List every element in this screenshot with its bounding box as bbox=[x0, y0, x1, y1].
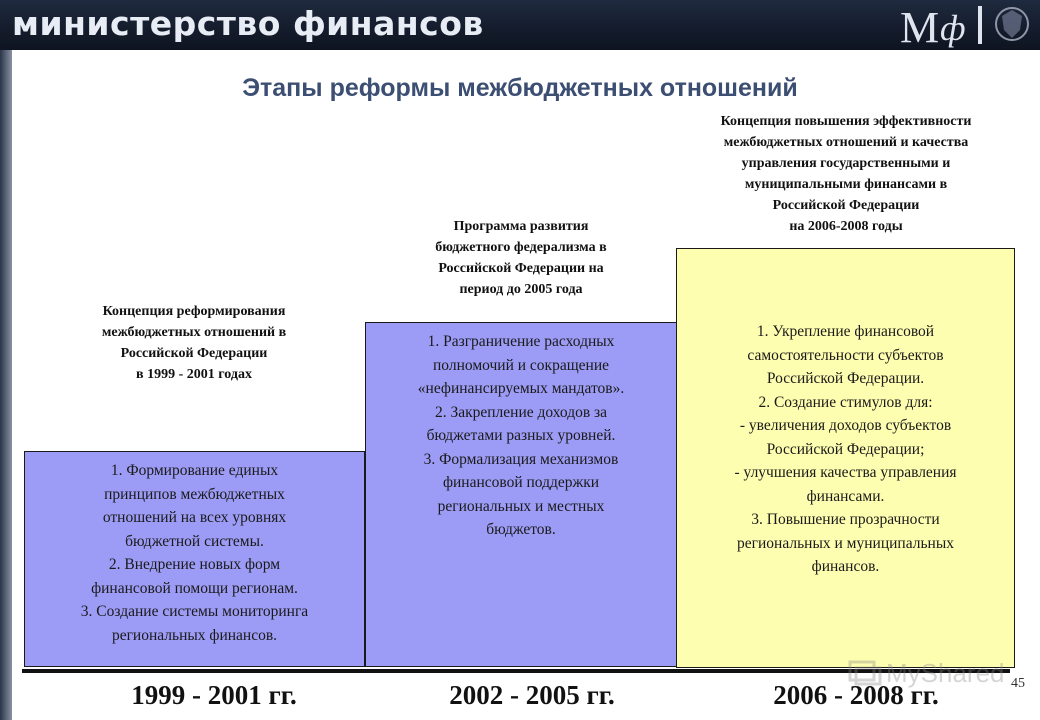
stage-1-caption: Концепция реформирования межбюджетных отношений в Российской Федерации в 1999 - 2001 годах bbox=[101, 304, 287, 382]
header-bar bbox=[0, 0, 1040, 50]
stage-1-text: 1. Формирование единых принципов межбюджетных отношений на всех уровнях бюджетной системы. 2. Внедрение новых форм финансовой помощи регионам. 3. Создание системы мониторинга региональных финансов. bbox=[80, 462, 309, 644]
stage-2-text: 1. Разграничение расходных полномочий и сокращение «нефинансируемых мандатов». 2. Закрепление доходов за бюджетами разных уровней. 3. Формализация механизмов финансовой поддержки региональных и местных бюджетов. bbox=[417, 333, 625, 538]
stage-3-text: 1. Укрепление финансовой самостоятельности субъектов Российской Федерации. 2. Создание стимулов для: - увеличения доходов субъектов Российской Федерации; - улучшения качества управления финансами. 3. Повышение прозрачности региональных и муниципальных финансов. bbox=[734, 323, 957, 575]
watermark bbox=[848, 656, 1008, 692]
ministry-name: министерство финансов bbox=[12, 4, 484, 43]
slide-title: Этапы реформы межбюджетных отношений bbox=[242, 74, 798, 102]
period-label-1: 1999 - 2001 гг. bbox=[131, 680, 297, 710]
logo-letter-m: М bbox=[900, 3, 940, 50]
page-number: 45 bbox=[1011, 676, 1025, 691]
period-label-3: 2006 - 2008 гг. bbox=[773, 680, 939, 710]
stage-1-box bbox=[24, 451, 365, 667]
ministry-logo-icon bbox=[882, 0, 1040, 50]
stage-2-caption: Программа развития бюджетного федерализма в Российской Федерации на период до 2005 года bbox=[435, 219, 607, 297]
watermark-text: MyShared bbox=[886, 658, 1005, 688]
period-label-2: 2002 - 2005 гг. bbox=[449, 680, 615, 710]
stage-3-caption: Концепция повышения эффективности межбюджетных отношений и качества управления государственными и муниципальными финансами в Российской Федерации на 2006-2008 годы bbox=[720, 114, 972, 234]
left-rail-decoration bbox=[0, 50, 12, 720]
logo-letter-f: ф bbox=[940, 8, 966, 48]
watermark-icon bbox=[848, 656, 882, 686]
stage-3-box bbox=[676, 248, 1015, 668]
stage-2-box bbox=[365, 322, 677, 667]
